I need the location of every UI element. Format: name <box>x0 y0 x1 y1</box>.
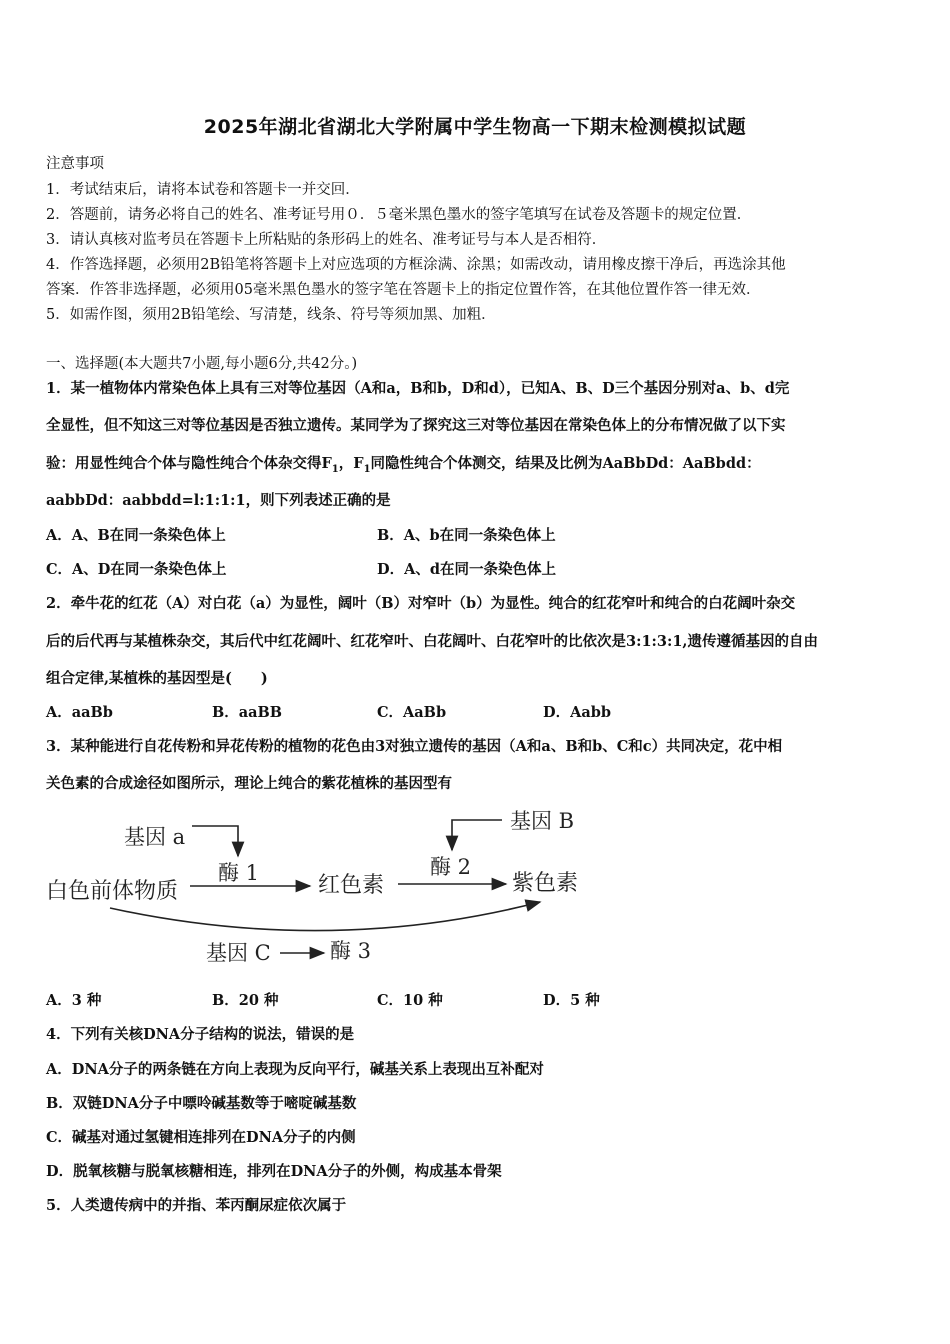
q1-stem-line4: aabbDd：aabbdd=l:1:1:1，则下列表述正确的是 <box>46 492 391 509</box>
notice-item-4-cont: 答案．作答非选择题，必须用05毫米黑色墨水的签字笔在答题卡上的指定位置作答，在其他位置作答一律无效． <box>46 282 761 298</box>
q3-option-c: C．10 种 <box>377 992 443 1009</box>
gene-a-label: 基因 a <box>124 825 186 849</box>
q1-stem-line1: 1．某一植物体内常染色体上具有三对等位基因（A和a，B和b，D和d），已知A、B、D三个基因分别对a、b、d完 <box>46 380 790 397</box>
enzyme-1-label: 酶 1 <box>218 861 260 885</box>
precursor-label: 白色前体物质 <box>46 879 179 904</box>
q1-option-b: B．A、b在同一条染色体上 <box>377 527 556 544</box>
notice-item-3: 3．请认真核对监考员在答题卡上所粘贴的条形码上的姓名、准考证号与本人是否相符． <box>46 232 607 248</box>
q1-option-d: D．A、d在同一条染色体上 <box>377 561 556 578</box>
q3-stem-line1: 3．某种能进行自花传粉和异花传粉的植物的花色由3对独立遗传的基因（A和a、B和b、C和c）共同决定，花中相 <box>46 738 783 755</box>
notice-item-2: 2．答题前，请务必将自己的姓名、准考证号用０．５毫米黑色墨水的签字笔填写在试卷及答题卡的规定位置． <box>46 207 752 223</box>
notice-item-4: 4．作答选择题，必须用2B铅笔将答题卡上对应选项的方框涂满、涂黑；如需改动，请用橡皮擦干净后，再选涂其他 <box>46 257 786 273</box>
q4-option-b: B．双链DNA分子中嘌呤碱基数等于嘧啶碱基数 <box>46 1095 357 1112</box>
q2-stem-line1: 2．牵牛花的红花（A）对白花（a）为显性，阔叶（B）对窄叶（b）为显性。纯合的红花窄叶和纯合的白花阔叶杂交 <box>46 595 796 612</box>
enzyme-2-label: 酶 2 <box>430 855 472 879</box>
q4-stem: 4．下列有关核DNA分子结构的说法，错误的是 <box>46 1026 355 1043</box>
q2-stem-line3: 组合定律,某植株的基因型是( ) <box>46 670 268 687</box>
gene-a-arrow <box>192 826 238 856</box>
q2-option-d: D．Aabb <box>543 704 611 721</box>
gene-b-label: 基因 B <box>510 809 575 833</box>
q4-option-d: D．脱氧核糖与脱氧核糖相连，排列在DNA分子的外侧，构成基本骨架 <box>46 1163 502 1180</box>
q5-stem: 5．人类遗传病中的并指、苯丙酮尿症依次属于 <box>46 1197 347 1214</box>
q2-option-a: A．aaBb <box>46 704 113 721</box>
q3-option-a: A．3 种 <box>46 992 102 1009</box>
q3-option-d: D．5 种 <box>543 992 600 1009</box>
purple-pigment-label: 紫色素 <box>512 871 579 896</box>
gene-c-label: 基因 C <box>206 941 271 965</box>
q3-option-b: B．20 种 <box>212 992 279 1009</box>
q4-option-a: A．DNA分子的两条链在方向上表现为反向平行，碱基关系上表现出互补配对 <box>46 1061 544 1078</box>
gene-b-arrow <box>452 820 502 850</box>
q3-stem-line2: 关色素的合成途径如图所示，理论上纯合的紫花植株的基因型有 <box>46 775 452 792</box>
q1-stem-line2: 全显性，但不知这三对等位基因是否独立遗传。某同学为了探究这三对等位基因在常染色体上的分布情况做了以下实 <box>46 417 786 434</box>
notice-heading: 注意事项 <box>46 156 104 172</box>
enzyme-3-label: 酶 3 <box>330 939 372 963</box>
notice-item-1: 1．考试结束后，请将本试卷和答题卡一并交回． <box>46 182 360 198</box>
section-heading: 一、选择题(本大题共7小题,每小题6分,共42分。) <box>46 356 358 372</box>
q1-option-a: A．A、B在同一条染色体上 <box>46 527 226 544</box>
q2-stem-line2: 后的后代再与某植株杂交，其后代中红花阔叶、红花窄叶、白花阔叶、白花窄叶的比依次是3:1:3:1,遗传遵循基因的自由 <box>46 633 818 650</box>
q4-option-c: C．碱基对通过氢键相连排列在DNA分子的内侧 <box>46 1129 356 1146</box>
precursor-to-purple-curve <box>110 902 540 931</box>
q2-option-c: C．AaBb <box>377 704 447 721</box>
notice-item-5: 5．如需作图，须用2B铅笔绘、写清楚，线条、符号等须加黑、加粗． <box>46 307 496 323</box>
q1-stem-line3: 验：用显性纯合个体与隐性纯合个体杂交得$F_1$，$F_1$同隐性纯合个体测交，结果及比例为AaBbDd：AaBbdd： <box>46 455 761 475</box>
red-pigment-label: 红色素 <box>318 873 385 898</box>
q1-option-c: C．A、D在同一条染色体上 <box>46 561 227 578</box>
page-title: 2025年湖北省湖北大学附属中学生物高一下期末检测模拟试题 <box>203 116 747 138</box>
pigment-pathway-diagram <box>40 798 600 974</box>
q2-option-b: B．aaBB <box>212 704 283 721</box>
